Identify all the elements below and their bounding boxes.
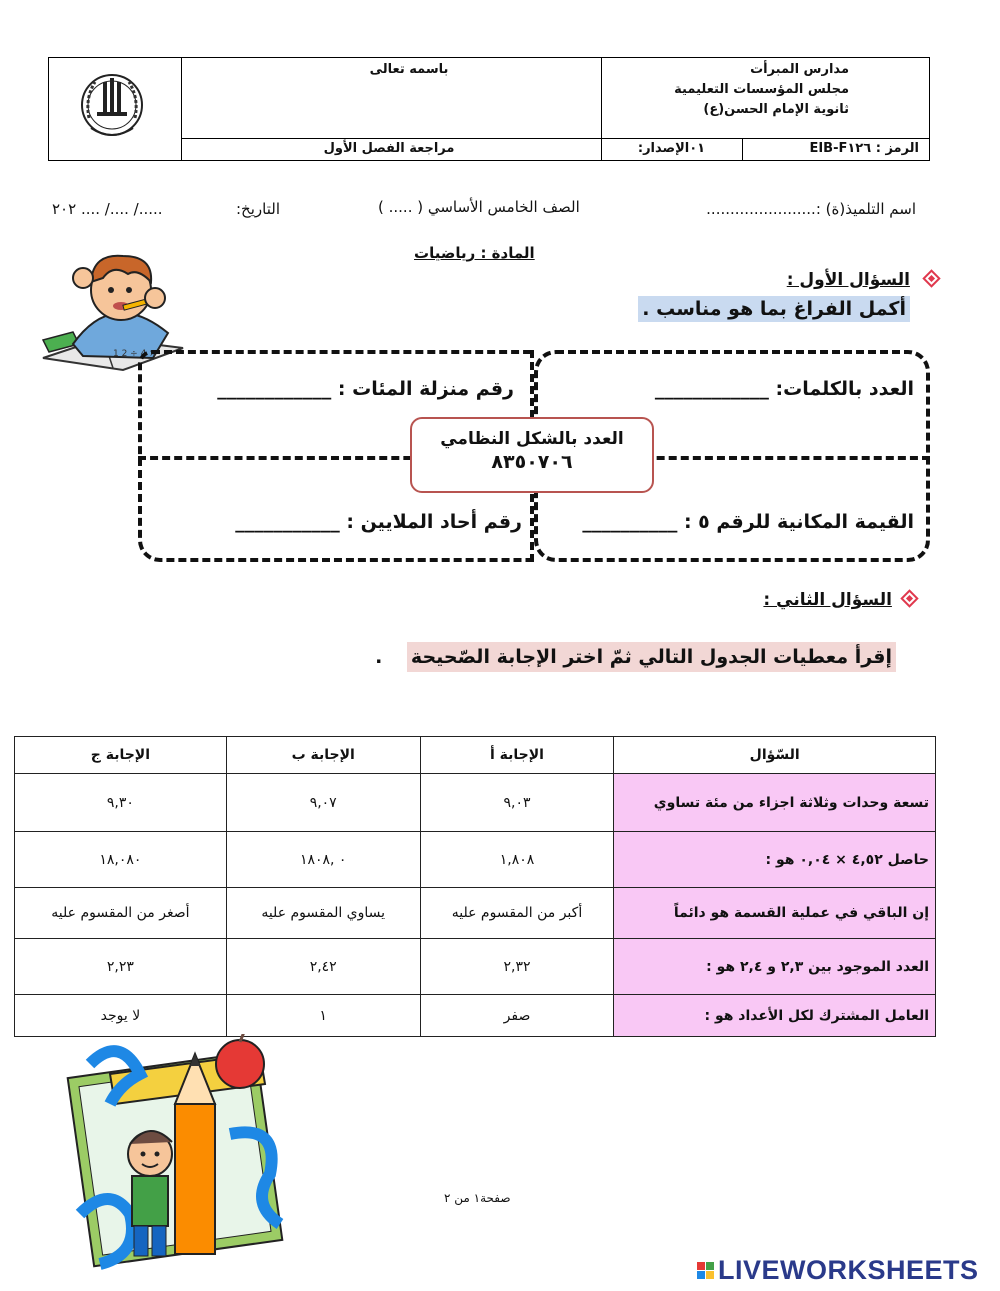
- liveworksheets-logo: [697, 1254, 979, 1286]
- diamond-bullet-icon: [922, 269, 940, 287]
- place-value-label: القيمة المكانية للرقم ٥ :: [683, 511, 914, 533]
- liveworksheets-logo-icon: [697, 1262, 714, 1279]
- school-logo: [77, 68, 147, 146]
- answers-table: [14, 736, 936, 1037]
- answer-a-cell[interactable]: ١,٨٠٨: [420, 832, 614, 888]
- answer-b-cell[interactable]: يساوي المقسوم عليه: [226, 888, 420, 939]
- words-blank[interactable]: ____________: [654, 378, 769, 400]
- callout-number: ٨٣٥٠٧٠٦: [491, 451, 573, 473]
- hundreds-label: رقم منزلة المئات :: [337, 378, 514, 400]
- table-row: [15, 995, 936, 1037]
- answer-b-cell[interactable]: ٢,٤٢: [226, 939, 420, 995]
- question2-header: [763, 590, 916, 610]
- answer-c-cell[interactable]: ٢,٢٣: [15, 939, 227, 995]
- math-clipart-image: [50, 1034, 310, 1284]
- header-answer-a: الإجابة أ: [420, 737, 614, 774]
- millions-blank[interactable]: ___________: [235, 511, 340, 533]
- hundreds-row: [217, 378, 514, 400]
- table-header-row: [15, 737, 936, 774]
- answer-b-cell[interactable]: ٠ ,١٨٠٨: [226, 832, 420, 888]
- code-label: الرمز : EIB-F١٢٦: [809, 141, 919, 156]
- answer-b-cell[interactable]: ١: [226, 995, 420, 1037]
- answer-a-cell[interactable]: ٩,٠٣: [420, 774, 614, 832]
- words-row: [655, 378, 914, 400]
- question2-instruction: إقرأ معطيات الجدول التالي ثمّ اختر الإجابة الصّحيحة .: [375, 646, 896, 668]
- question-cell: العامل المشترك لكل الأعداد هو :: [614, 995, 936, 1037]
- header-question: السّؤال: [614, 737, 936, 774]
- subject-title: المادة : رياضيات: [414, 244, 535, 262]
- table-row: [15, 774, 936, 832]
- svg-text:1 2 ÷ 4 ×: 1 2 ÷ 4 ×: [113, 349, 157, 359]
- date-label: التاريخ:: [236, 200, 280, 218]
- place-value-blank[interactable]: __________: [582, 511, 678, 533]
- table-row: [15, 888, 936, 939]
- place-value-row: [582, 511, 914, 533]
- answer-a-cell[interactable]: ٢,٣٢: [420, 939, 614, 995]
- basmala: باسمه تعالى: [369, 62, 449, 77]
- question1-header: [787, 270, 938, 290]
- school-line-2: مجلس المؤسسات التعليمية: [674, 82, 849, 97]
- table-row: [15, 939, 936, 995]
- number-callout: [410, 417, 654, 493]
- hundreds-blank[interactable]: ____________: [217, 378, 332, 400]
- grade-label: الصف الخامس الأساسي ( ..... ): [378, 198, 580, 216]
- student-name-label: اسم التلميذ(ة) :.......................: [706, 200, 916, 218]
- date-value: ...../ ..../ .... ٢٠٢: [52, 200, 163, 218]
- answer-c-cell[interactable]: أصغر من المقسوم عليه: [15, 888, 227, 939]
- header-answer-c: الإجابة ج: [15, 737, 227, 774]
- diamond-bullet-icon: [900, 589, 918, 607]
- question-cell: العدد الموجود بين ٢,٣ و ٢,٤ هو :: [614, 939, 936, 995]
- question1-title: السؤال الأول :: [786, 270, 910, 290]
- review-title: مراجعة الفصل الأول: [323, 141, 455, 156]
- liveworksheets-brand[interactable]: LIVEWORKSHEETS: [718, 1254, 979, 1285]
- callout-title: العدد بالشكل النظامي: [440, 429, 624, 449]
- words-label: العدد بالكلمات:: [775, 378, 914, 400]
- answer-a-cell[interactable]: صفر: [420, 995, 614, 1037]
- question2-title: السؤال الثاني :: [763, 590, 892, 610]
- millions-row: [235, 511, 522, 533]
- question1-instruction: أكمل الفراغ بما هو مناسب .: [638, 298, 910, 320]
- header-table: [48, 57, 930, 161]
- school-line-1: مدارس المبرأت: [750, 62, 849, 77]
- version-label: ٠١الإصدار:: [637, 141, 706, 156]
- question-cell: تسعة وحدات وثلاثة اجزاء من مئة تساوي: [614, 774, 936, 832]
- answer-c-cell[interactable]: ٩,٣٠: [15, 774, 227, 832]
- school-line-3: ثانوية الإمام الحسن(ع): [703, 102, 849, 117]
- header-answer-b: الإجابة ب: [226, 737, 420, 774]
- answer-b-cell[interactable]: ٩,٠٧: [226, 774, 420, 832]
- answer-a-cell[interactable]: أكبر من المقسوم عليه: [420, 888, 614, 939]
- question-cell: إن الباقي في عملية القسمة هو دائماً: [614, 888, 936, 939]
- answer-c-cell[interactable]: ١٨,٠٨٠: [15, 832, 227, 888]
- answer-c-cell[interactable]: لا يوجد: [15, 995, 227, 1037]
- question-cell: حاصل ٤,٥٢ × ٠,٠٤ هو :: [614, 832, 936, 888]
- table-row: [15, 832, 936, 888]
- page-number: صفحة١ من ٢: [444, 1191, 511, 1205]
- millions-label: رقم أحاد الملايين :: [346, 511, 522, 533]
